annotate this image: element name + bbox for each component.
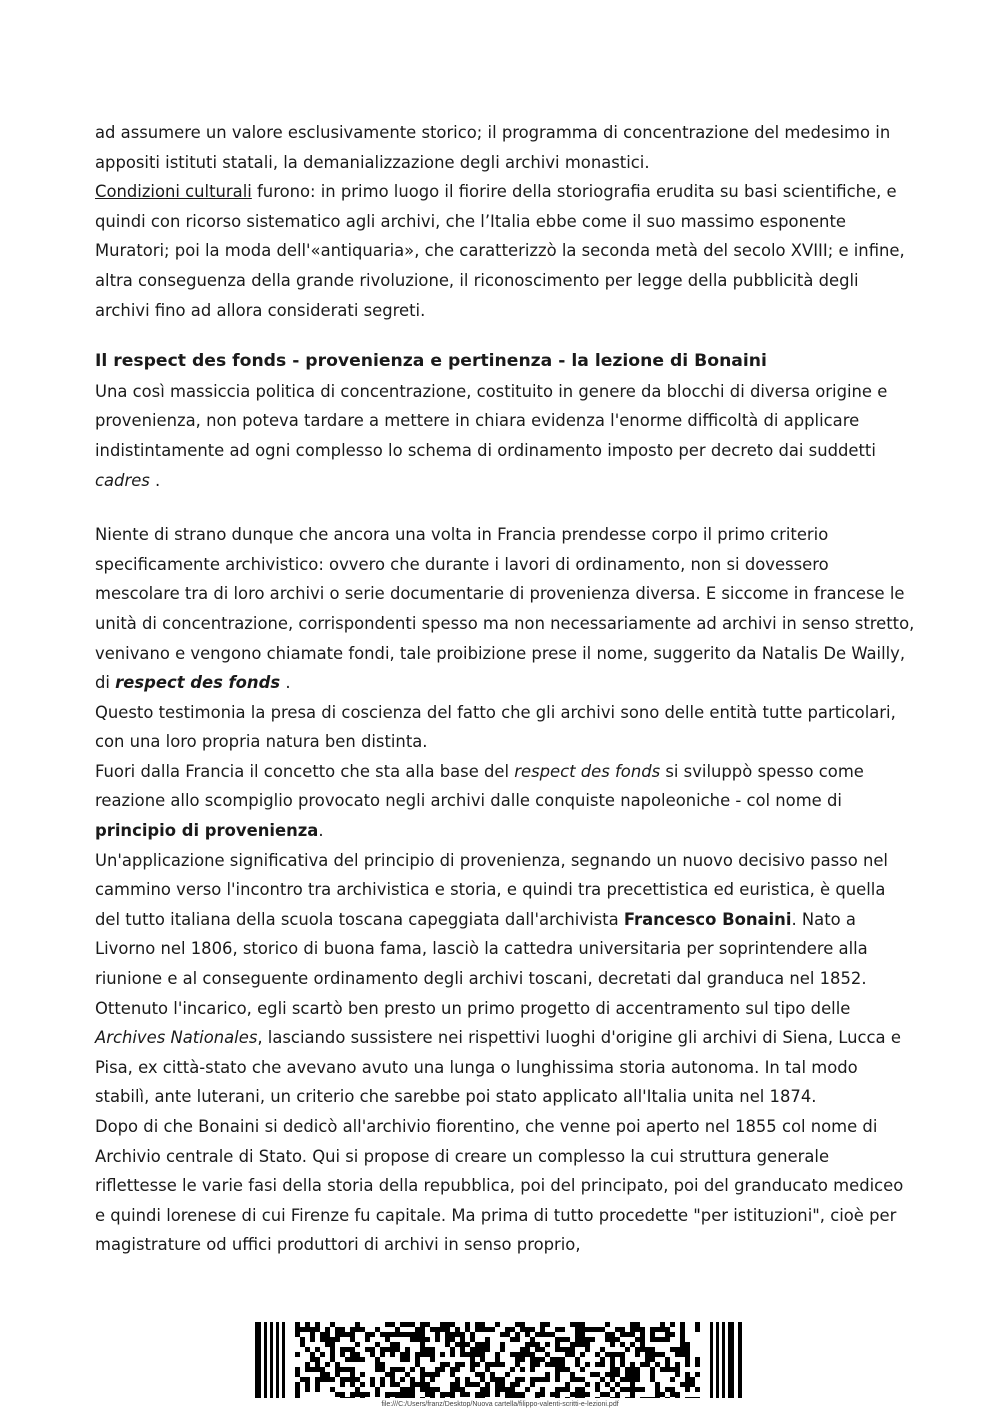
bold-term: principio di provenienza — [95, 821, 319, 841]
underlined-term: Condizioni culturali — [95, 182, 252, 202]
italic-term: Archives Nationales — [95, 1028, 258, 1048]
bold-italic-term: respect des fonds — [115, 673, 281, 693]
page-body — [95, 118, 915, 1260]
paragraph-respect-des-fonds — [95, 520, 915, 698]
italic-term: respect des fonds — [514, 761, 661, 781]
paragraph-text: Un'applicazione significativa del principio di provenienza, segnando un nuovo decisivo passo nel cammino verso l'incontro tra archivistica e storia, e quindi tra precettistica ed euristica, è quella del tutto italiana della scuola toscana capeggiata dall'archivista — [95, 850, 888, 929]
paragraph-concentration — [95, 377, 915, 495]
paragraph-text: Fuori dalla Francia il concetto che sta alla base del — [95, 761, 515, 781]
barcode — [255, 1322, 745, 1398]
paragraph-outside-france — [95, 757, 915, 846]
paragraph-florentine-archive: Dopo di che Bonaini si dedicò all'archivio fiorentino, che venne poi aperto nel 1855 col nome di Archivio centrale di Stato. Qui si propose di creare un complesso la cui struttura generale riflettesse le varie fasi della storia della repubblica, poi del principato, poi del granducato mediceo e quindi lorenese di cui Firenze fu capitale. Ma prima di tutto procedette "per istituzioni", cioè per magistrature od uffici produttori di archivi in senso proprio, — [95, 1117, 904, 1255]
paragraph-bonaini — [95, 846, 915, 1112]
paragraph-text: Una così massiccia politica di concentrazione, costituito in genere da blocchi di diversa origine e provenienza, non poteva tardare a mettere in chiara evidenza l'enorme difficoltà di applicare indistintamente ad ogni complesso lo schema di ordinamento imposto per decreto dai suddetti — [95, 381, 888, 460]
paragraph-text: . Nato a Livorno nel 1806, storico di buona fama, lasciò la cattedra universitaria per soprintendere alla riunione e al conseguente ordinamento degli archivi toscani, decretati dal granduca nel 1852. Ottenuto l'incarico, egli scartò ben presto un primo progetto di accentramento sul tipo delle — [95, 909, 868, 1018]
paragraph-text: furono: in primo luogo il fiorire della storiografia erudita su basi scientifiche, e quindi con ricorso sistematico agli archivi, che l’Italia ebbe come il suo massimo esponente Muratori; poi la moda dell'«antiquaria», che caratterizzò la seconda metà del secolo XVIII; e infine, altra conseguenza della grande rivoluzione, il riconoscimento per legge della pubblicità degli archivi fino ad allora considerati segreti. — [95, 182, 905, 320]
paragraph-cultural-conditions — [95, 177, 915, 325]
paragraph-text: , lasciando sussistere nei rispettivi luoghi d'origine gli archivi di Siena, Lucca e Pisa, ex città-stato che avevano avuto una lunga o lunghissima storia autonoma. In tal modo stabilì, ante luterani, un criterio che sarebbe poi stato applicato all'Italia unita nel 1874. — [95, 1028, 901, 1107]
section-heading: Il respect des fonds - provenienza e pertinenza - la lezione di Bonaini — [95, 351, 767, 372]
paragraph-intro: ad assumere un valore esclusivamente storico; il programma di concentrazione del medesimo in appositi istituti statali, la demanializzazione degli archivi monastici. — [95, 123, 891, 172]
footer-file-path: file:///C:/Users/franz/Desktop/Nuova cartella/filippo-valenti-scritti-e-lezioni.pdf — [381, 1401, 619, 1408]
paragraph-text: . — [280, 673, 291, 693]
paragraph-text: . — [149, 470, 161, 490]
bold-name: Francesco Bonaini — [623, 909, 792, 929]
paragraph-text: . — [318, 821, 324, 841]
italic-term: cadres — [95, 470, 150, 490]
paragraph-text: si sviluppò spesso come reazione allo scompiglio provocato negli archivi dalle conquiste napoleoniche - col nome di — [95, 761, 864, 811]
paragraph-text: Niente di strano dunque che ancora una volta in Francia prendesse corpo il primo criterio specificamente archivistico: ovvero che durante i lavori di ordinamento, non si dovessero mescolare tra di loro archivi o serie documentarie di provenienza diversa. E siccome in francese le unità di concentrazione, corrispondenti spesso ma non necessariamente ad archivi in senso stretto, venivano e vengono chiamate fondi, tale proibizione prese il nome, suggerito da Natalis De Wailly, di — [95, 525, 915, 693]
paragraph-awareness: Questo testimonia la presa di coscienza del fatto che gli archivi sono delle entità tutte particolari, con una loro propria natura ben distinta. — [95, 702, 896, 752]
